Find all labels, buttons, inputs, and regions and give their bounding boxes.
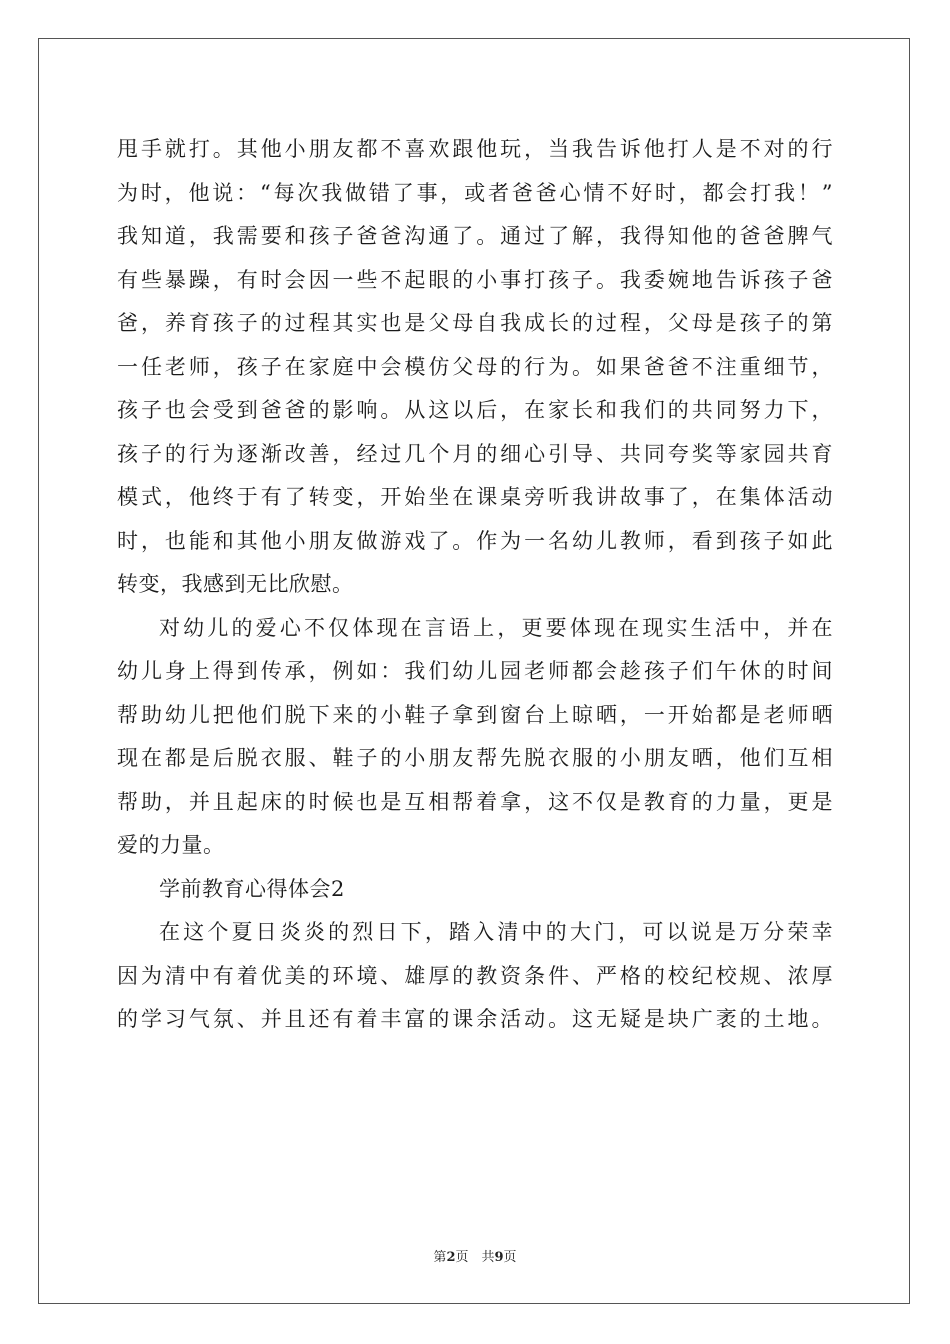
- text-line-6: 一任老师，孩子在家庭中会模仿父母的行为。如果爸爸不注重细节，: [117, 354, 833, 379]
- section-heading: 学前教育心得体会2: [159, 876, 345, 901]
- text-line-17: 爱的力量。: [117, 833, 225, 857]
- text-line-14: 帮助幼儿把他们脱下来的小鞋子拿到窗台上晾晒，一开始都是老师晒: [117, 702, 833, 727]
- footer-current-page: 2: [446, 1250, 456, 1265]
- text-line-19: 在这个夏日炎炎的烈日下，踏入清中的大门，可以说是万分荣幸: [159, 920, 833, 944]
- footer-suffix: 页: [503, 1250, 517, 1265]
- text-line-12: 对幼儿的爱心不仅体现在言语上，更要体现在现实生活中，并在: [159, 615, 833, 640]
- text-line-20: 因为清中有着优美的环境、雄厚的教资条件、严格的校纪校规、浓厚: [117, 963, 833, 988]
- text-line-3: 我知道，我需要和孩子爸爸沟通了。通过了解，我得知他的爸爸脾气: [117, 224, 833, 248]
- text-line-16: 帮助，并且起床的时候也是互相帮着拿，这不仅是教育的力量，更是: [117, 789, 833, 814]
- page-footer: [0, 1246, 950, 1265]
- text-line-15: 现在都是后脱衣服、鞋子的小朋友帮先脱衣服的小朋友晒，他们互相: [117, 746, 833, 770]
- text-line-4: 有些暴躁，有时会因一些不起眼的小事打孩子。我委婉地告诉孩子爸: [117, 267, 833, 292]
- footer-prefix: 第: [433, 1250, 447, 1265]
- text-line-1: 甩手就打。其他小朋友都不喜欢跟他玩，当我告诉他打人是不对的行: [117, 137, 833, 161]
- text-line-11: 转变，我感到无比欣慰。: [117, 572, 354, 596]
- text-line-9: 模式，他终于有了转变，开始坐在课桌旁听我讲故事了，在集体活动: [117, 485, 833, 509]
- text-line-8: 孩子的行为逐渐改善，经过几个月的细心引导、共同夸奖等家园共育: [117, 441, 833, 466]
- footer-middle: 页 共: [455, 1250, 495, 1265]
- document-body: [117, 128, 833, 1042]
- text-line-10: 时，也能和其他小朋友做游戏了。作为一名幼儿教师，看到孩子如此: [117, 528, 833, 553]
- text-line-7: 孩子也会受到爸爸的影响。从这以后，在家长和我们的共同努力下，: [117, 398, 833, 422]
- text-line-2: 为时，他说：“每次我做错了事，或者爸爸心情不好时，都会打我！”: [117, 180, 833, 205]
- text-line-21: 的学习气氛、并且还有着丰富的课余活动。这无疑是块广袤的土地。: [117, 1007, 833, 1031]
- text-line-13: 幼儿身上得到传承，例如：我们幼儿园老师都会趁孩子们午休的时间: [117, 659, 833, 683]
- footer-total-pages: 9: [494, 1250, 504, 1265]
- text-line-5: 爸，养育孩子的过程其实也是父母自我成长的过程，父母是孩子的第: [117, 311, 833, 335]
